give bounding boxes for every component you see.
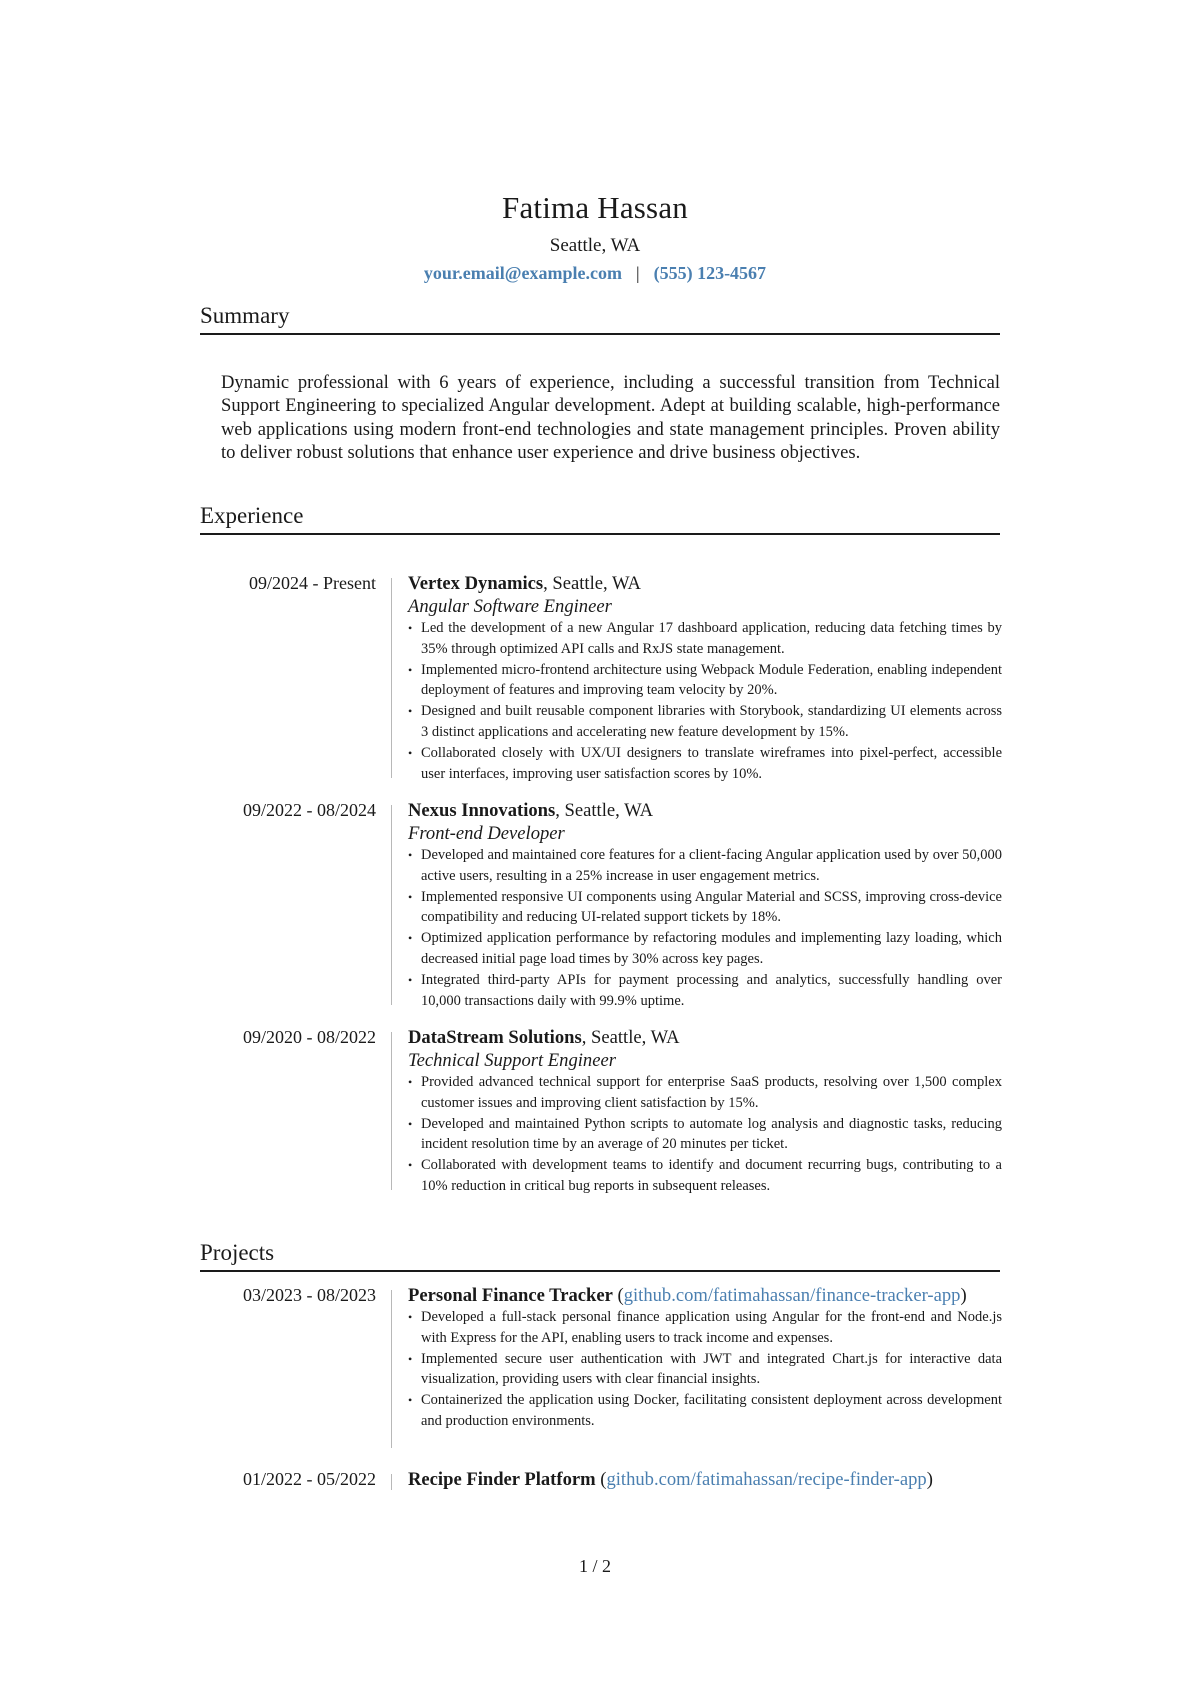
company-name: DataStream Solutions	[408, 1027, 582, 1048]
list-item: • Designed and built reusable component libraries with Storybook, standardizing UI elements across 3 distinct applications and accelerating new feature development by 15%.	[408, 701, 1002, 743]
candidate-name: Fatima Hassan	[502, 190, 688, 225]
timeline-divider	[391, 1474, 392, 1490]
job-role: Technical Support Engineer	[408, 1050, 616, 1071]
open-paren: (	[612, 1285, 624, 1306]
timeline-divider	[391, 1290, 392, 1448]
list-item: • Developed a full-stack personal finance application using Angular for the front-end and Node.js with Express for the API, enabling users to track income and expenses.	[408, 1307, 1002, 1349]
list-item: • Led the development of a new Angular 17 dashboard application, reducing data fetching times by 35% through optimized API calls and RxJS state management.	[408, 618, 1002, 660]
email-link[interactable]: your.email@example.com	[423, 263, 622, 283]
timeline-divider	[391, 578, 392, 778]
project-entry	[200, 1468, 1002, 1490]
contact-separator: |	[635, 263, 640, 283]
list-item: • Developed and maintained Python scripts to automate log analysis and diagnostic tasks, reducing incident resolution time by an average of 20 minutes per ticket.	[408, 1114, 1002, 1156]
experience-entry	[200, 1026, 1002, 1194]
entry-dates: 03/2023 - 08/2023	[243, 1285, 376, 1305]
list-item: • Developed and maintained core features for a client-facing Angular application used by over 50,000 active users, resulting in a 25% increase in user engagement metrics.	[408, 845, 1002, 887]
company-location: , Seattle, WA	[543, 573, 641, 594]
company-location: , Seattle, WA	[555, 800, 654, 821]
list-item: • Optimized application performance by refactoring modules and implementing lazy loading, which decreased initial page load times by 30% across key pages.	[408, 928, 1002, 970]
project-name: Recipe Finder Platform	[408, 1469, 596, 1490]
company-location: , Seattle, WA	[581, 1027, 680, 1048]
close-paren: )	[926, 1469, 933, 1490]
page-number: 1 / 2	[578, 1556, 611, 1576]
project-heading	[408, 1284, 1002, 1307]
project-entry	[200, 1284, 1002, 1448]
list-item: • Containerized the application using Docker, facilitating consistent deployment across development and production environments.	[408, 1390, 1002, 1432]
list-item: • Implemented responsive UI components using Angular Material and SCSS, improving cross-device compatibility and reducing UI-related support tickets by 18%.	[408, 887, 1002, 929]
timeline-divider	[391, 805, 392, 1005]
open-paren: (	[595, 1469, 607, 1490]
projects-heading: Projects	[200, 1239, 1000, 1272]
entry-dates: 09/2024 - Present	[249, 573, 376, 593]
list-item: • Collaborated with development teams to identify and document recurring bugs, contributing to a 10% reduction in critical bug reports in subsequent releases.	[408, 1155, 1002, 1197]
list-item: • Provided advanced technical support for enterprise SaaS products, resolving over 1,500 complex customer issues and improving client satisfaction by 15%.	[408, 1072, 1002, 1114]
list-item: • Integrated third-party APIs for payment processing and analytics, successfully handling over 10,000 transactions daily with 99.9% uptime.	[408, 970, 1002, 1012]
list-item: • Collaborated closely with UX/UI designers to translate wireframes into pixel-perfect, accessible user interfaces, improving user satisfaction scores by 10%.	[408, 743, 1002, 785]
bullet-list	[408, 845, 1002, 1011]
list-item: • Implemented secure user authentication with JWT and integrated Chart.js for interactive data visualization, providing users with clear financial insights.	[408, 1349, 1002, 1391]
company-name: Vertex Dynamics	[408, 573, 544, 594]
phone-link[interactable]: (555) 123-4567	[653, 263, 767, 283]
experience-heading: Experience	[200, 502, 1000, 535]
timeline-divider	[391, 1032, 392, 1190]
experience-entry	[200, 799, 1002, 1009]
job-role: Angular Software Engineer	[408, 596, 612, 617]
project-heading	[408, 1468, 1002, 1491]
project-link[interactable]: github.com/fatimahassan/recipe-finder-app	[606, 1469, 927, 1490]
list-item: • Implemented micro-frontend architecture using Webpack Module Federation, enabling independent deployment of features and improving team velocity by 20%.	[408, 660, 1002, 702]
bullet-list	[408, 618, 1002, 784]
bullet-list	[408, 1072, 1002, 1197]
experience-entry	[200, 572, 1002, 782]
project-link[interactable]: github.com/fatimahassan/finance-tracker-app	[623, 1285, 961, 1306]
summary-text: Dynamic professional with 6 years of experience, including a successful transition from Technical Support Engineering to specialized Angular development. Adept at building scalable, high-performance web applications using modern front-end technologies and state management principles. Proven ability to deliver robust solutions that enhance user experience and drive business objectives.	[221, 372, 1000, 464]
project-name: Personal Finance Tracker	[408, 1285, 613, 1306]
entry-dates: 09/2022 - 08/2024	[243, 800, 376, 820]
entry-dates: 09/2020 - 08/2022	[243, 1027, 376, 1047]
entry-heading	[408, 799, 1002, 822]
close-paren: )	[960, 1285, 967, 1306]
contact-line	[0, 263, 1190, 284]
entry-heading	[408, 572, 1002, 595]
entry-heading	[408, 1026, 1002, 1049]
bullet-list	[408, 1307, 1002, 1432]
candidate-location: Seattle, WA	[549, 235, 641, 256]
job-role: Front-end Developer	[408, 823, 565, 844]
entry-dates: 01/2022 - 05/2022	[243, 1469, 376, 1489]
company-name: Nexus Innovations	[408, 800, 556, 821]
summary-heading: Summary	[200, 302, 1000, 335]
